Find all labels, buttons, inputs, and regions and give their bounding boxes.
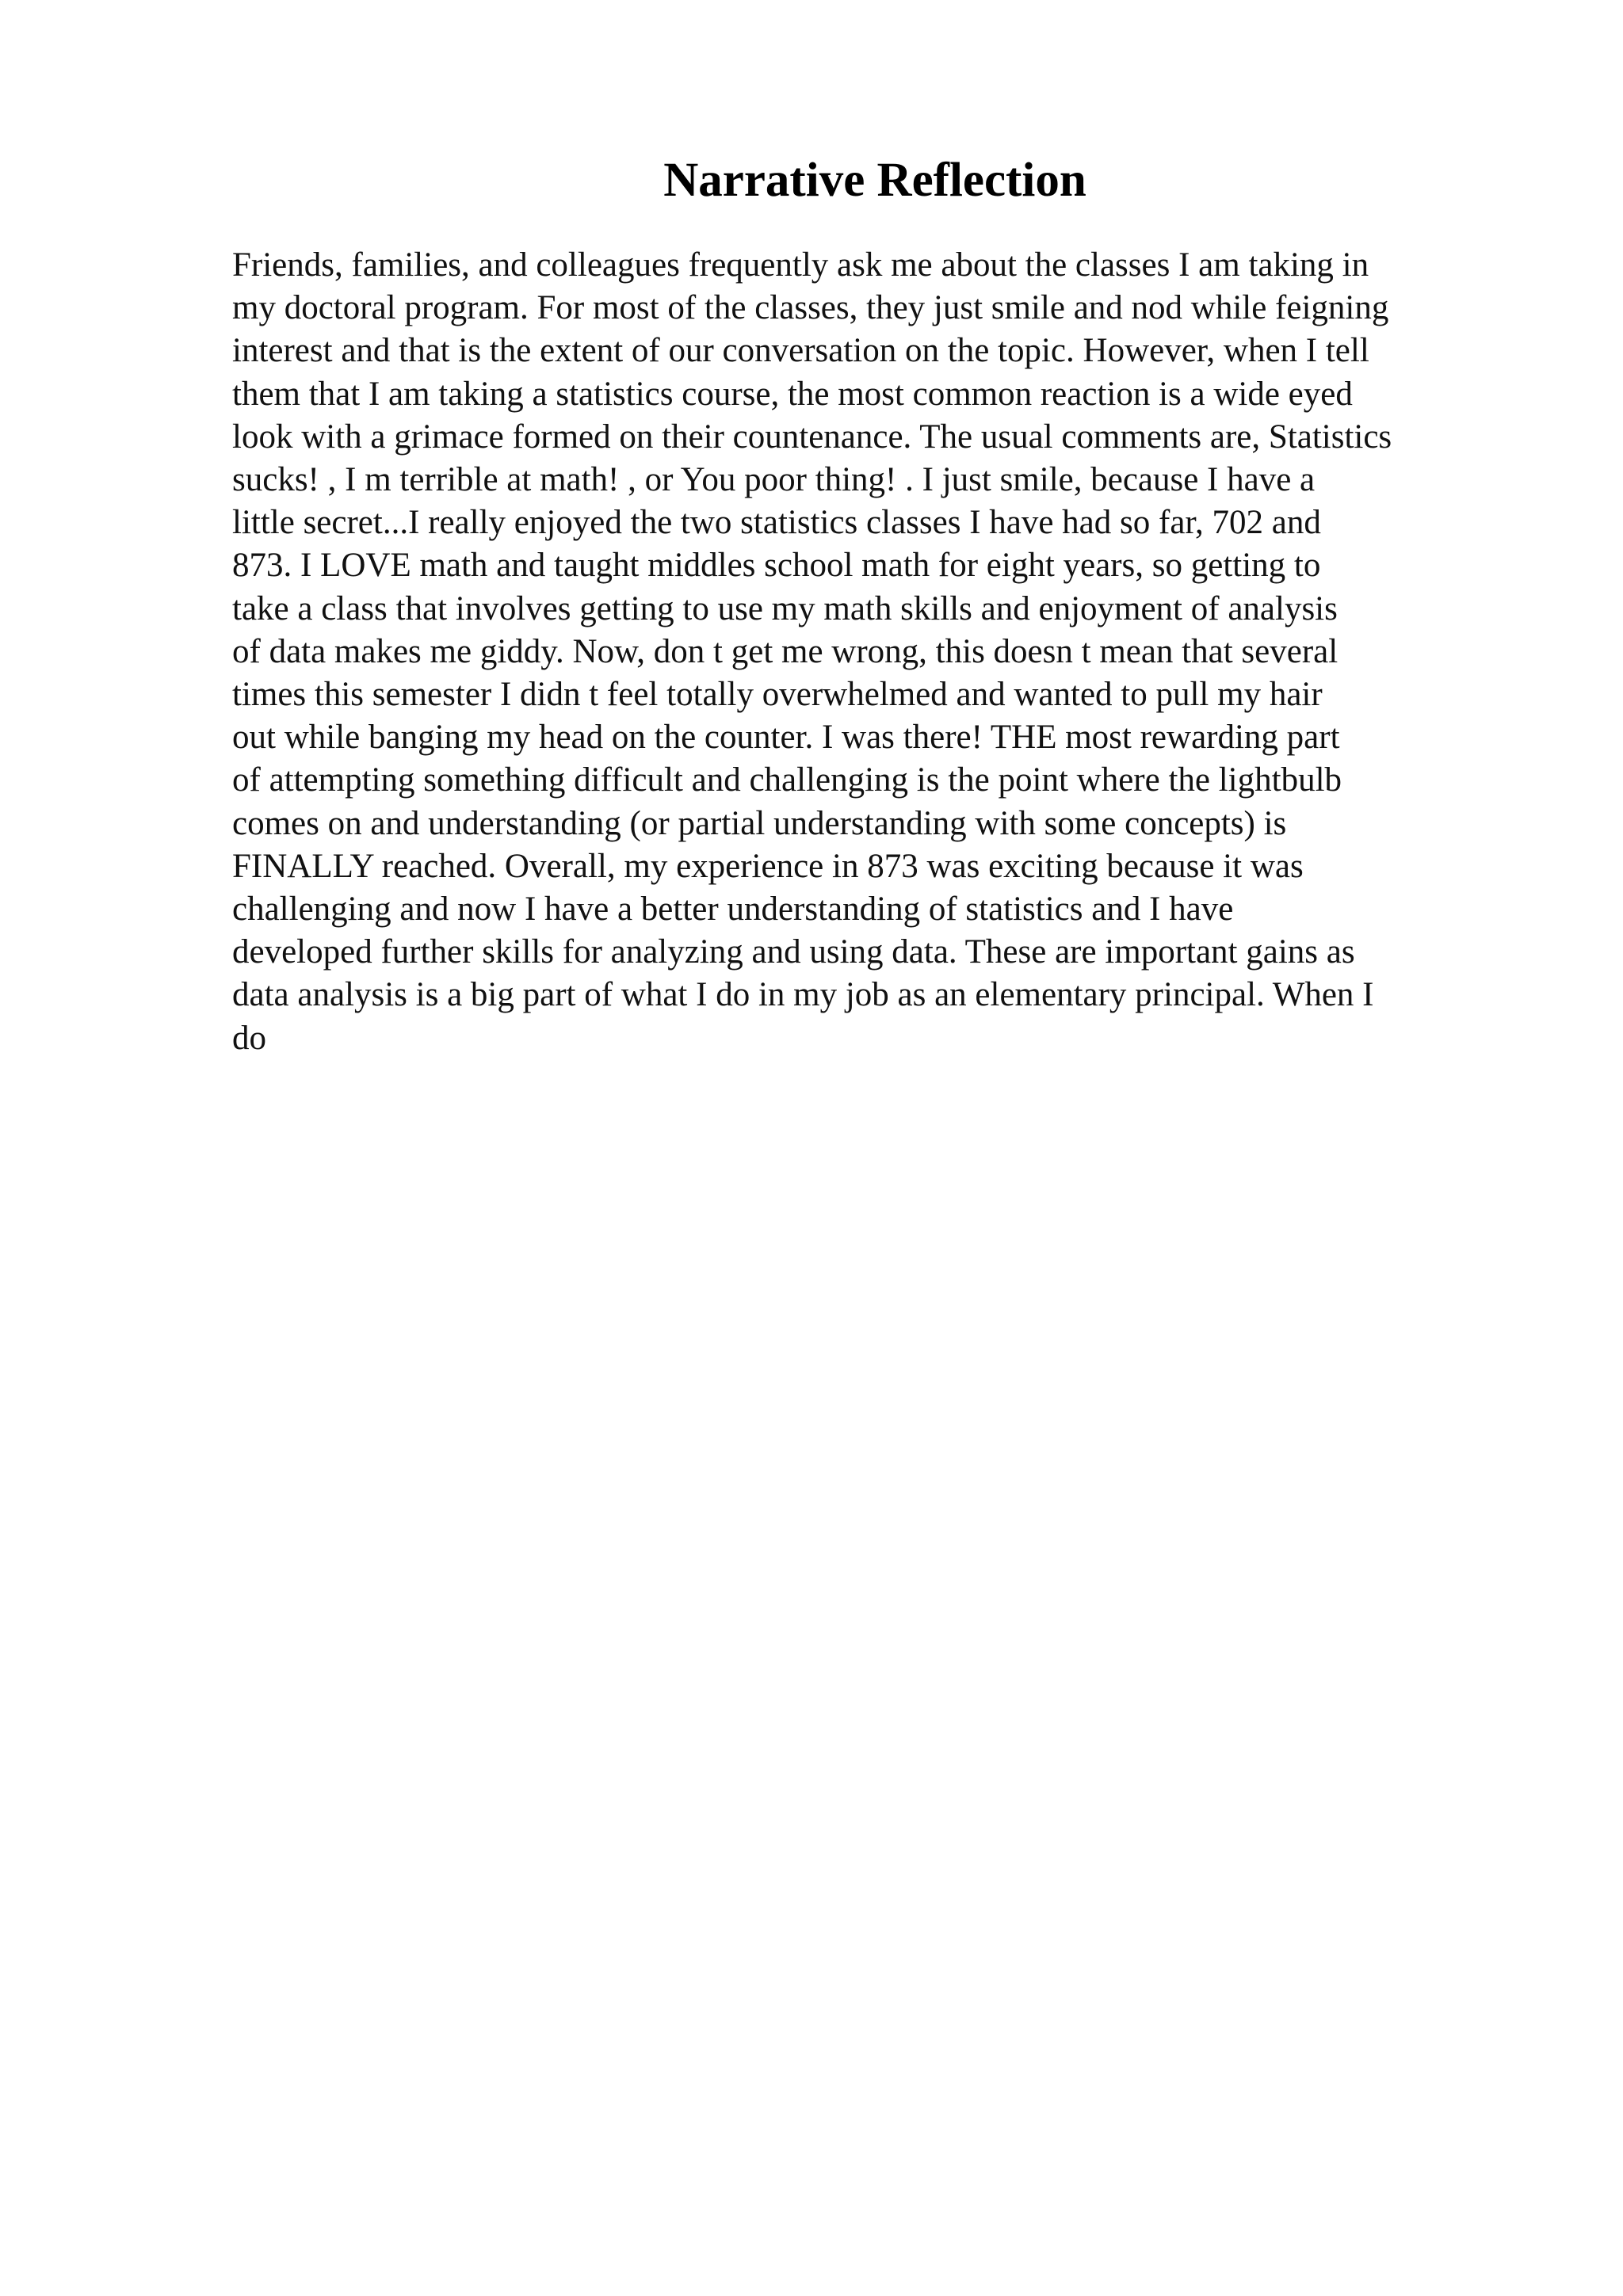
text-line: FINALLY reached. Overall, my experience in 873 was exciting because it was [232,847,1304,885]
text-line: do [232,1019,266,1057]
text-line: 873. I LOVE math and taught middles school math for eight years, so getting to [232,547,1321,585]
text-line: comes on and understanding (or partial understanding with some concepts) is [232,804,1287,842]
text-line: developed further skills for analyzing and using data. These are important gains as [232,933,1355,971]
text-line: of attempting something difficult and challenging is the point where the lightbulb [232,761,1342,799]
text-line: my doctoral program. For most of the classes, they just smile and nod while feigning [232,289,1389,327]
text-line: interest and that is the extent of our conversation on the topic. However, when I tell [232,332,1369,370]
text-line: look with a grimace formed on their countenance. The usual comments are, Statistics [232,418,1392,456]
text-line: out while banging my head on the counter. I was there! THE most rewarding part [232,719,1340,757]
text-line: take a class that involves getting to use my math skills and enjoyment of analysis [232,589,1338,627]
text-line: little secret...I really enjoyed the two statistics classes I have had so far, 702 and [232,504,1321,542]
text-line: Friends, families, and colleagues frequently ask me about the classes I am taking in [232,246,1369,284]
text-line: of data makes me giddy. Now, don t get me wrong, this doesn t mean that several [232,632,1338,670]
text-line: sucks! , I m terrible at math! , or You poor thing! . I just smile, because I have a [232,461,1316,499]
text-line: challenging and now I have a better understanding of statistics and I have [232,891,1234,929]
text-line: them that I am taking a statistics course, the most common reaction is a wide eyed [232,375,1353,413]
body-paragraph [232,244,1532,1060]
text-line: data analysis is a big part of what I do in my job as an elementary principal. When I [232,976,1374,1014]
page-title: Narrative Reflection [663,154,1086,207]
text-line: times this semester I didn t feel totally overwhelmed and wanted to pull my hair [232,676,1323,714]
